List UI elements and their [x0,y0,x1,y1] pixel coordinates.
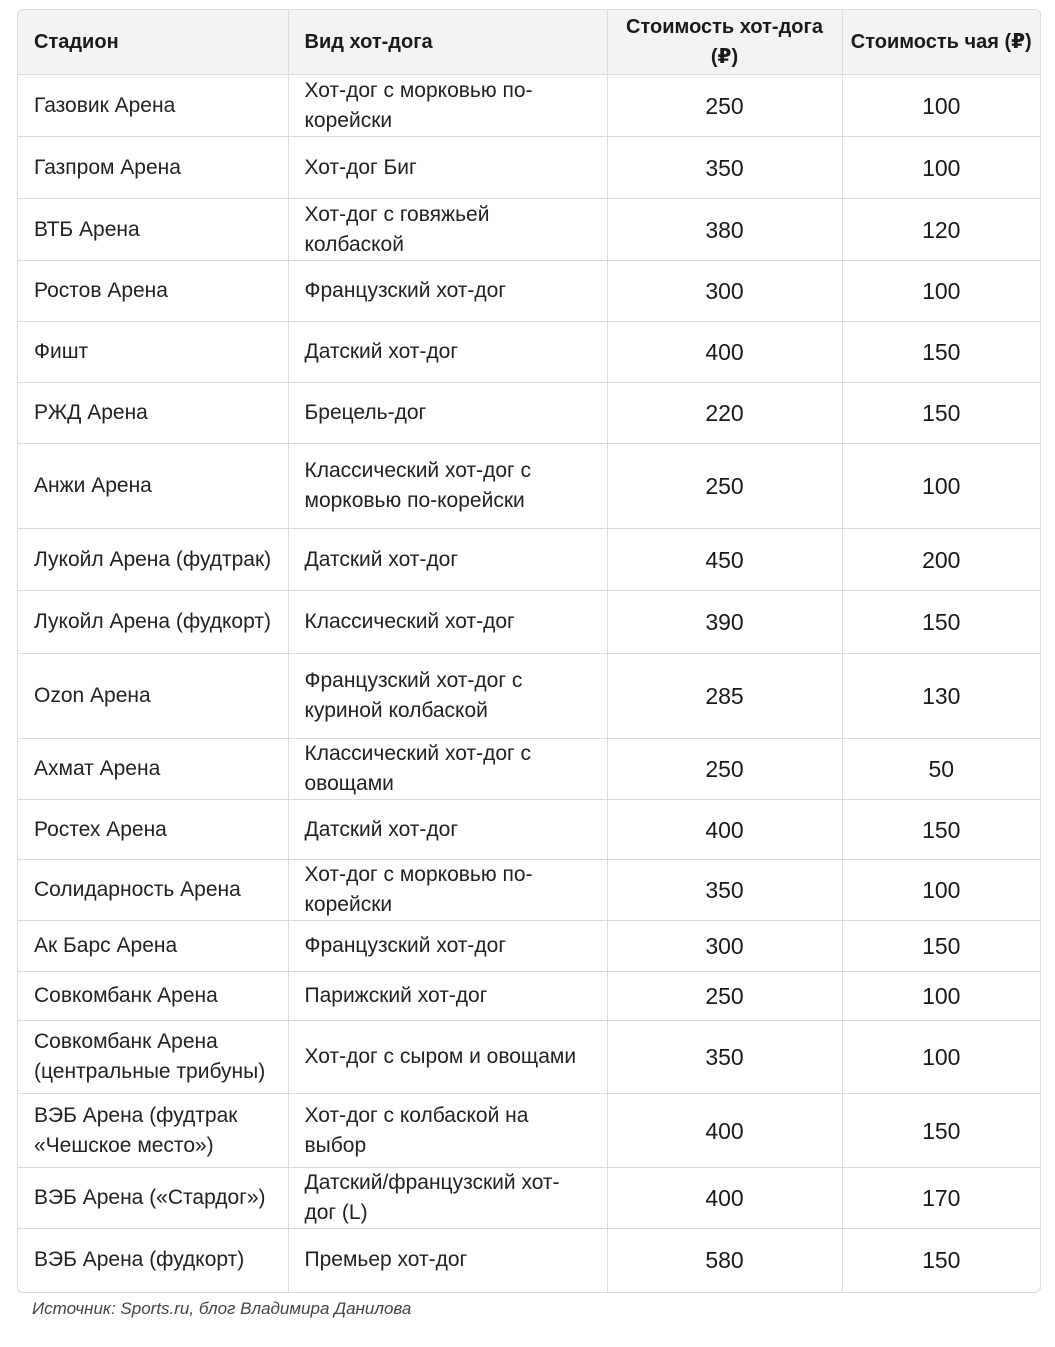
stadium-cell: РЖД Арена [18,383,288,444]
table-body [18,75,1040,1292]
table-row [18,444,1040,529]
table-row [18,654,1040,739]
hotdog-type-cell: Парижский хот-дог [288,972,607,1021]
tea-price-cell: 100 [842,261,1040,322]
hotdog-price-cell: 380 [607,199,842,261]
hotdog-type-cell: Хот-дог с морковью по-корейски [288,75,607,137]
hotdog-type-cell: Датский/французский хот-дог (L) [288,1168,607,1229]
stadium-cell: ВТБ Арена [18,199,288,261]
table-row [18,1094,1040,1168]
hotdog-type-cell: Французский хот-дог [288,261,607,322]
table-row [18,860,1040,921]
table-row [18,261,1040,322]
table-row [18,1168,1040,1229]
header-tea-price: Стоимость чая (₽) [842,10,1040,75]
hotdog-price-cell: 250 [607,739,842,800]
hotdog-price-cell: 220 [607,383,842,444]
hotdog-type-cell: Классический хот-дог [288,591,607,654]
table-row [18,921,1040,972]
table-row [18,75,1040,137]
tea-price-cell: 170 [842,1168,1040,1229]
stadium-cell: Ростов Арена [18,261,288,322]
tea-price-cell: 100 [842,860,1040,921]
tea-price-cell: 100 [842,444,1040,529]
hotdog-type-cell: Датский хот-дог [288,529,607,591]
hotdog-type-cell: Хот-дог с говяжьей колбаской [288,199,607,261]
hotdog-type-cell: Классический хот-дог с морковью по-корейски [288,444,607,529]
hotdog-type-cell: Хот-дог с морковью по-корейски [288,860,607,921]
tea-price-cell: 100 [842,972,1040,1021]
hotdog-price-cell: 300 [607,261,842,322]
hotdog-price-cell: 350 [607,860,842,921]
tea-price-cell: 150 [842,383,1040,444]
table-row [18,800,1040,860]
tea-price-cell: 50 [842,739,1040,800]
table-row [18,1229,1040,1292]
table-row [18,383,1040,444]
table-header-row [18,10,1040,75]
tea-price-cell: 150 [922,1247,961,1274]
table-row [18,1021,1040,1094]
stadium-cell: Лукойл Арена (фудкорт) [18,591,288,654]
price-table-container [17,9,1041,1293]
tea-price-cell: 100 [842,75,1040,137]
hotdog-price-cell: 250 [607,75,842,137]
table-row [18,322,1040,383]
table-row [18,591,1040,654]
source-note: Источник: Sports.ru, блог Владимира Данилова [32,1299,412,1318]
header-hotdog-price: Стоимость хот-дога (₽) [607,10,842,75]
hotdog-type-cell: Хот-дог с колбаской на выбор [288,1094,607,1168]
stadium-cell: ВЭБ Арена (фудтрак «Чешское место») [18,1094,288,1168]
price-table [18,10,1040,1292]
stadium-cell: Ак Барс Арена [18,921,288,972]
tea-price-cell: 100 [842,137,1040,199]
header-hotdog-type: Вид хот-дога [288,10,607,75]
hotdog-type-cell: Хот-дог с сыром и овощами [288,1021,607,1094]
hotdog-type-cell: Премьер хот-дог [288,1229,607,1292]
stadium-cell: ВЭБ Арена (фудкорт) [18,1229,288,1292]
tea-price-cell: 150 [842,591,1040,654]
hotdog-type-cell: Датский хот-дог [288,322,607,383]
tea-price-cell: 120 [842,199,1040,261]
hotdog-price-cell: 285 [607,654,842,739]
stadium-cell: Совкомбанк Арена [18,972,288,1021]
stadium-cell: Газпром Арена [18,137,288,199]
hotdog-price-cell: 400 [607,800,842,860]
hotdog-price-cell: 300 [607,921,842,972]
table-row [18,739,1040,800]
hotdog-type-cell: Французский хот-дог с куриной колбаской [288,654,607,739]
stadium-cell: Газовик Арена [18,75,288,137]
hotdog-price-cell: 400 [607,1168,842,1229]
tea-price-cell: 130 [842,654,1040,739]
hotdog-type-cell: Классический хот-дог с овощами [288,739,607,800]
table-row [18,529,1040,591]
hotdog-price-cell: 580 [607,1229,842,1292]
tea-price-cell: 200 [842,529,1040,591]
hotdog-price-cell: 400 [607,1094,842,1168]
hotdog-type-cell: Датский хот-дог [288,800,607,860]
stadium-cell: Ростех Арена [18,800,288,860]
tea-price-cell: 150 [842,800,1040,860]
stadium-cell: Лукойл Арена (фудтрак) [18,529,288,591]
hotdog-price-cell: 350 [607,1021,842,1094]
stadium-cell: Совкомбанк Арена (центральные трибуны) [18,1021,288,1094]
stadium-cell: Фишт [18,322,288,383]
hotdog-price-cell: 450 [607,529,842,591]
hotdog-type-cell: Французский хот-дог [288,921,607,972]
stadium-cell: ВЭБ Арена («Стардог») [18,1168,288,1229]
stadium-cell: Ахмат Арена [18,739,288,800]
tea-price-cell: 100 [842,1021,1040,1094]
table-row [18,972,1040,1021]
table-row [18,199,1040,261]
hotdog-type-cell: Хот-дог Биг [288,137,607,199]
hotdog-type-cell: Брецель-дог [288,383,607,444]
stadium-cell: Солидарность Арена [18,860,288,921]
header-stadium: Стадион [18,10,288,75]
hotdog-price-cell: 350 [607,137,842,199]
hotdog-price-cell: 390 [607,591,842,654]
hotdog-price-cell: 250 [607,444,842,529]
hotdog-price-cell: 250 [607,972,842,1021]
hotdog-price-cell: 400 [607,322,842,383]
tea-price-cell: 150 [842,322,1040,383]
tea-price-cell: 150 [842,1094,1040,1168]
table-row [18,137,1040,199]
tea-price-cell: 150 [842,921,1040,972]
stadium-cell: Ozon Арена [18,654,288,739]
stadium-cell: Анжи Арена [18,444,288,529]
